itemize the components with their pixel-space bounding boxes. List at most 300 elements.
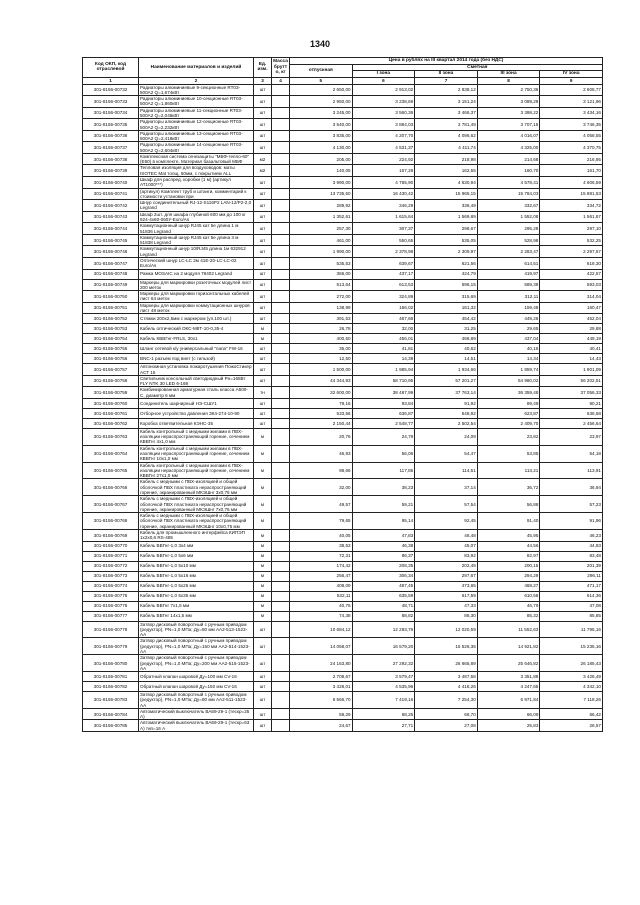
row-name: Кабель ВВГнг-1,0 3х4 мм (139, 541, 254, 551)
row-zone-3-price: 36,72 (477, 479, 540, 496)
table-row (83, 551, 603, 561)
row-unit: шт (254, 211, 272, 223)
row-mass (272, 119, 290, 131)
row-unit: м (254, 541, 272, 551)
row-zone-1-price: 27 292,32 (352, 655, 415, 672)
row-zone-2-price: 14,51 (415, 354, 478, 364)
row-zone-4-price: 46,23 (540, 529, 603, 541)
row-zone-2-price: 4 630,94 (415, 177, 478, 189)
table-row (83, 496, 603, 513)
row-zone-3-price: 2 283,47 (477, 246, 540, 258)
row-name: Кабель ВВГнг-1,0 5х16 мм (139, 571, 254, 581)
table-row (83, 334, 603, 344)
row-zone-1-price: 4 765,90 (352, 177, 415, 189)
row-code: 301-8156-00743 (83, 211, 139, 223)
row-name: Обратный клапан шаровой Ду=100 мм CV-16 (139, 672, 254, 682)
row-mass (272, 246, 290, 258)
table-row (83, 638, 603, 655)
row-supplier-price: 256,47 (290, 571, 353, 581)
row-zone-3-price: 4 325,00 (477, 142, 540, 154)
row-code: 301-8156-00737 (83, 142, 139, 154)
row-name: Кабель ВВГнг-1,0 5х6 мм (139, 551, 254, 561)
table-row (83, 344, 603, 354)
row-zone-2-price: 297,67 (415, 571, 478, 581)
row-zone-4-price: 201,39 (540, 561, 603, 571)
row-code: 301-8156-00773 (83, 571, 139, 581)
row-name: Автономная установка пожаротушения ПожоСтикер ACT 15 (140, 364, 252, 375)
row-supplier-price: 205,00 (290, 153, 353, 165)
row-supplier-price: 26,78 (290, 324, 353, 334)
row-zone-1-price: 16 430,42 (352, 188, 415, 200)
row-zone-4-price: 4 606,59 (540, 177, 603, 189)
row-unit: шт (254, 621, 272, 638)
row-name: Коммутационный шнур 10/RJ45 длина 1м 632912 Legrand (139, 246, 254, 258)
table-row (83, 177, 603, 189)
table-row (83, 246, 603, 258)
row-mass (272, 96, 290, 108)
row-code: 301-8156-00742 (83, 200, 139, 212)
row-unit: м (254, 551, 272, 561)
column-number: 8 (477, 77, 540, 84)
row-zone-2-price: 535,05 (415, 234, 478, 246)
row-code: 301-8156-00739 (83, 165, 139, 177)
row-supplier-price: 32,00 (290, 479, 353, 496)
table-row (83, 561, 603, 571)
row-code: 301-8156-00756 (83, 354, 139, 364)
row-unit: м (254, 561, 272, 571)
row-code: 301-8156-00745 (83, 234, 139, 246)
table-row (83, 119, 603, 131)
row-code: 301-8156-00735 (83, 119, 139, 131)
table-body (83, 84, 603, 732)
row-unit: шт (254, 708, 272, 720)
row-zone-2-price: 161,32 (415, 302, 478, 314)
row-name: BNC-1 разъем под винт (с гильзой) (139, 354, 254, 364)
table-row (83, 314, 603, 324)
row-zone-4-price: 26,57 (540, 720, 603, 732)
row-name: Затвор дисковый поворотный с ручным приводом (редуктор), PN=1,0 МПа; Ду=150 мм АА2-514-1523-АА (139, 638, 254, 655)
table-row (83, 581, 603, 591)
row-zone-1-price: 639,67 (352, 257, 415, 269)
row-zone-3-price: 3 089,29 (477, 96, 540, 108)
row-zone-1-price: 208,35 (352, 561, 415, 571)
row-code: 301-8156-00754 (83, 334, 139, 344)
table-row (83, 96, 603, 108)
table-row (83, 302, 603, 314)
row-name: Комбинированная арматурная сталь класса А500-С, диаметр 6 мм (139, 387, 254, 399)
row-mass (272, 479, 290, 496)
row-zone-3-price: 113,21 (477, 462, 540, 479)
row-mass (272, 513, 290, 530)
row-zone-1-price: 166,02 (352, 302, 415, 314)
table-row (83, 513, 603, 530)
row-name: Кабель КВВГнг-FRLS, 30x1 (139, 334, 254, 344)
row-zone-2-price: 454,42 (415, 314, 478, 324)
table-row (83, 375, 603, 387)
row-mass (272, 672, 290, 682)
row-zone-1-price: 613,53 (352, 279, 415, 291)
table-row (83, 611, 603, 621)
row-zone-4-price: 29,88 (540, 324, 603, 334)
row-unit: шт (254, 692, 272, 709)
row-zone-1-price: 32,00 (352, 324, 415, 334)
row-zone-4-price: 37 056,33 (540, 387, 603, 399)
row-mass (272, 223, 290, 235)
row-zone-3-price: 91,40 (477, 513, 540, 530)
row-unit: шт (254, 96, 272, 108)
table-row (83, 655, 603, 672)
row-zone-2-price: 1 934,66 (415, 364, 478, 376)
row-code: 301-8156-00751 (83, 302, 139, 314)
row-unit: шт (254, 257, 272, 269)
price-table (82, 57, 603, 732)
row-zone-2-price: 468,89 (415, 334, 478, 344)
row-zone-1-price: 306,34 (352, 571, 415, 581)
row-zone-3-price: 36 359,48 (477, 387, 540, 399)
row-zone-2-price: 3 781,49 (415, 119, 478, 131)
row-zone-3-price: 3 351,88 (477, 672, 540, 682)
header-unit: Ед. изм. (254, 58, 272, 78)
row-zone-2-price: 1 569,89 (415, 211, 478, 223)
row-zone-4-price: 2 456,64 (540, 418, 603, 428)
row-zone-3-price: 1 859,74 (477, 364, 540, 376)
row-zone-1-price: 1 615,64 (352, 211, 415, 223)
row-name: Кабель с медными с ПВХ-изоляцией и общей оболочкой ПВХ пластиката нераспространяющий горение, экранированный МКЭШнг 10х0,75 мм (139, 513, 254, 530)
column-number: 2 (139, 77, 254, 84)
column-number: 3 (254, 77, 272, 84)
header-name: Наименование материалов и изделий (139, 58, 254, 78)
row-code: 301-8156-00775 (83, 591, 139, 601)
row-unit: шт (254, 375, 272, 387)
row-zone-2-price: 2 838,12 (415, 84, 478, 96)
row-zone-4-price: 26 185,43 (540, 655, 603, 672)
row-zone-2-price: 40,62 (415, 344, 478, 354)
row-zone-4-price: 314,04 (540, 291, 603, 303)
row-supplier-price: 2 708,67 (290, 672, 353, 682)
row-supplier-price: 138,99 (290, 302, 353, 314)
row-code: 301-8156-00750 (83, 291, 139, 303)
row-supplier-price: 535,53 (290, 257, 353, 269)
row-zone-2-price: 92,45 (415, 513, 478, 530)
row-zone-1-price: 635,59 (352, 591, 415, 601)
row-mass (272, 177, 290, 189)
table-row (83, 708, 603, 720)
table-row (83, 279, 603, 291)
row-zone-4-price: 1 561,67 (540, 211, 603, 223)
row-zone-2-price: 31,25 (415, 324, 478, 334)
row-unit: м (254, 591, 272, 601)
column-number: 6 (352, 77, 415, 84)
row-unit: м2 (254, 153, 272, 165)
row-zone-4-price: 11 795,16 (540, 621, 603, 638)
row-code: 301-8156-00758 (83, 375, 139, 387)
row-name: Коробка ответвительная КЭНС-35 (139, 418, 254, 428)
row-code: 301-8156-00732 (83, 84, 139, 96)
row-supplier-price: 24,67 (290, 720, 353, 732)
row-supplier-price: 40,76 (290, 601, 353, 611)
row-mass (272, 188, 290, 200)
row-name: Кабель ВВГнг 7х1,5 мм (139, 601, 254, 611)
row-mass (272, 551, 290, 561)
row-name: Тепловая изоляция для воздуховодов: маты ISOTEC Mat толщ. 50мм, с покрытием ALL (139, 165, 254, 177)
row-unit: шт (254, 672, 272, 682)
row-supplier-price: 1 352,61 (290, 211, 353, 223)
table-row (83, 165, 603, 177)
row-zone-1-price: 3 238,69 (352, 96, 415, 108)
row-zone-2-price: 54,47 (415, 445, 478, 462)
row-zone-1-price: 4 531,37 (352, 142, 415, 154)
row-unit: шт (254, 107, 272, 119)
row-zone-4-price: 83,48 (540, 551, 603, 561)
row-code: 301-8156-00738 (83, 153, 139, 165)
row-name: Отборное устройство давления ЗК4-274-10-90 (139, 408, 254, 418)
row-supplier-price: 44 344,93 (290, 375, 353, 387)
row-zone-4-price: 113,91 (540, 462, 603, 479)
row-zone-2-price: 3 151,24 (415, 96, 478, 108)
row-name: Автоматический выключатель ВА69-29-1 (тескр=25 А) (139, 708, 254, 720)
row-name: Оптический шнур LC-LC 2м 41E-20-LC-LC-02 Euro/As (139, 257, 254, 269)
row-code: 301-8156-00782 (83, 682, 139, 692)
row-mass (272, 302, 290, 314)
row-zone-2-price: 57,54 (415, 496, 478, 513)
row-zone-3-price: 332,67 (477, 200, 540, 212)
row-unit: шт (254, 291, 272, 303)
row-zone-3-price: 160,70 (477, 165, 540, 177)
table-row (83, 601, 603, 611)
row-name: Радиаторы алюминиевые 10-секционные RT03-500A2 Q=1,860кВт (139, 96, 254, 108)
header-mass: Масса брутто, кг (272, 58, 290, 78)
row-zone-1-price: 27,71 (352, 720, 415, 732)
row-zone-2-price: 162,55 (415, 165, 478, 177)
row-supplier-price: 38,53 (290, 541, 353, 551)
row-zone-1-price: 224,92 (352, 153, 415, 165)
table-row (83, 621, 603, 638)
row-zone-2-price: 45,07 (415, 541, 478, 551)
row-zone-3-price: 200,15 (477, 561, 540, 571)
row-unit: м2 (254, 165, 272, 177)
row-zone-4-price: 471,17 (540, 581, 603, 591)
row-name: Стяжки 200х2,5мм с маркером (уп.100 шт.) (139, 314, 254, 324)
table-row (83, 291, 603, 303)
row-zone-3-price: 1 552,08 (477, 211, 540, 223)
row-code: 301-8156-00763 (83, 428, 139, 445)
row-zone-3-price: 54 980,02 (477, 375, 540, 387)
row-zone-4-price: 3 434,16 (540, 107, 603, 119)
row-zone-2-price: 617,59 (415, 591, 478, 601)
row-zone-1-price: 550,65 (352, 234, 415, 246)
row-name: Соединитель шарнирный НЭ-СШУ1 (139, 398, 254, 408)
row-name: Радиаторы алюминиевые 11-секционные RT03-500A2 Q=2,046кВт (139, 107, 254, 119)
row-zone-3-price: 29,65 (477, 324, 540, 334)
row-zone-3-price: 82,97 (477, 551, 540, 561)
row-zone-3-price: 14 921,82 (477, 638, 540, 655)
table-row (83, 462, 603, 479)
column-number: 7 (415, 77, 478, 84)
row-supplier-price: 2 650,00 (290, 84, 353, 96)
row-zone-1-price: 2 378,98 (352, 246, 415, 258)
table-row (83, 529, 603, 541)
row-name: Кабель с медными с ПВХ-изоляцией и общей оболочкой ПВХ пластиката нераспространяющий горение, экранированный МКЭШнг 3х0,75 мм (139, 479, 254, 496)
table-row (83, 418, 603, 428)
row-name: Маркеры для маркировки розеточных модулей лист 200 меток (139, 279, 254, 291)
row-code: 301-8156-00776 (83, 601, 139, 611)
row-supplier-price: 461,00 (290, 234, 353, 246)
row-zone-4-price: 56 202,51 (540, 375, 603, 387)
row-zone-3-price: 6 971,84 (477, 692, 540, 709)
table-row (83, 354, 603, 364)
row-zone-1-price: 16 579,20 (352, 638, 415, 655)
row-zone-2-price: 37 763,14 (415, 387, 478, 399)
table-row (83, 445, 603, 462)
row-zone-2-price: 336,49 (415, 200, 478, 212)
row-code: 301-8156-00785 (83, 720, 139, 732)
row-zone-2-price: 548,92 (415, 408, 478, 418)
row-zone-2-price: 37,14 (415, 479, 478, 496)
row-unit: шт (254, 84, 272, 96)
row-zone-1-price: 307,37 (352, 223, 415, 235)
table-row (83, 479, 603, 496)
row-code: 301-8156-00752 (83, 314, 139, 324)
row-code: 301-8156-00746 (83, 246, 139, 258)
row-zone-4-price: 3 746,35 (540, 119, 603, 131)
row-name: Радиаторы алюминиевые 12-секционные RT03-500A2 Q=2,232кВт (139, 119, 254, 131)
row-supplier-price: 35,00 (290, 344, 353, 354)
row-zone-4-price: 4 058,55 (540, 130, 603, 142)
row-unit: м (254, 445, 272, 462)
row-name: Шланг сетевой к/у универсальный "папа" FW-16 (139, 344, 254, 354)
row-mass (272, 153, 290, 165)
row-supplier-price: 4 130,00 (290, 142, 353, 154)
row-zone-3-price: 623,87 (477, 408, 540, 418)
row-zone-3-price: 589,39 (477, 279, 540, 291)
row-zone-1-price: 38,23 (352, 479, 415, 496)
row-mass (272, 324, 290, 334)
row-zone-2-price: 114,51 (415, 462, 478, 479)
row-unit: м (254, 479, 272, 496)
row-zone-1-price: 437,17 (352, 269, 415, 279)
row-supplier-price: 59,29 (290, 708, 353, 720)
row-unit: тн (254, 387, 272, 399)
row-zone-1-price: 2 548,77 (352, 418, 415, 428)
column-number: 4 (272, 77, 290, 84)
row-zone-3-price: 610,58 (477, 591, 540, 601)
row-supplier-price: 72,31 (290, 551, 353, 561)
row-zone-2-price: 3 487,58 (415, 672, 478, 682)
row-zone-4-price: 614,36 (540, 591, 603, 601)
row-code: 301-8156-00762 (83, 418, 139, 428)
row-zone-2-price: 473,65 (415, 581, 478, 591)
row-zone-1-price: 346,29 (352, 200, 415, 212)
row-name: Радиаторы алюминиевые 14-секционные RT03-500A2 Q=2,604кВт (139, 142, 254, 154)
row-name: Кабель с медными с ПВХ-изоляцией и общей оболочкой ПВХ пластиката нераспространяющий горение, экранированный МКЭШнг 7х0,75 мм (139, 496, 254, 513)
row-code: 301-8156-00740 (83, 177, 139, 189)
row-mass (272, 581, 290, 591)
table-row (83, 428, 603, 445)
row-name: Шкаф 2шт. для шкафа глубиной 600 мм до 100 кг 624-4х60-060У-Euro/As (139, 211, 254, 223)
row-zone-2-price: 4 411,74 (415, 142, 478, 154)
row-mass (272, 211, 290, 223)
row-supplier-price: 140,05 (290, 165, 353, 177)
row-supplier-price: 74,38 (290, 611, 353, 621)
row-name: Шкаф для распред. коробки (1 м) (артикул AT1000***) (139, 177, 254, 189)
row-zone-3-price: 4 247,65 (477, 682, 540, 692)
row-name: Кабель оптический ОКС-М8Т-10-0,35-4 (139, 324, 254, 334)
row-unit: шт (254, 638, 272, 655)
row-mass (272, 529, 290, 541)
row-zone-4-price: 14,43 (540, 354, 603, 364)
row-supplier-price: 98,66 (290, 462, 353, 479)
row-zone-3-price: 4 578,41 (477, 177, 540, 189)
row-code: 301-8156-00760 (83, 398, 139, 408)
row-zone-1-price: 3 884,03 (352, 119, 415, 131)
row-zone-2-price: 15 965,15 (415, 188, 478, 200)
row-zone-3-price: 2 750,36 (477, 84, 540, 96)
row-code: 301-8156-00779 (83, 638, 139, 655)
table-row (83, 153, 603, 165)
row-code: 301-8156-00749 (83, 279, 139, 291)
row-code: 301-8156-00770 (83, 541, 139, 551)
row-zone-3-price: 4 016,07 (477, 130, 540, 142)
row-mass (272, 165, 290, 177)
table-row (83, 398, 603, 408)
row-zone-3-price: 56,88 (477, 496, 540, 513)
row-zone-1-price: 4 535,96 (352, 682, 415, 692)
row-zone-1-price: 4 207,70 (352, 130, 415, 142)
row-zone-2-price: 66,70 (415, 708, 478, 720)
row-supplier-price: 2 950,00 (290, 96, 353, 108)
table-row (83, 692, 603, 709)
row-unit: м (254, 581, 272, 591)
table-row (83, 541, 603, 551)
row-zone-1-price: 1 985,94 (352, 364, 415, 376)
row-zone-3-price: 159,49 (477, 302, 540, 314)
row-zone-2-price: 3 466,37 (415, 107, 478, 119)
row-zone-3-price: 25 646,82 (477, 655, 540, 672)
row-zone-2-price: 27,08 (415, 720, 478, 732)
row-unit: шт (254, 142, 272, 154)
row-zone-2-price: 47,33 (415, 601, 478, 611)
row-unit: шт (254, 119, 272, 131)
row-zone-1-price: 59,21 (352, 496, 415, 513)
row-supplier-price: 6 566,70 (290, 692, 353, 709)
row-zone-4-price: 636,58 (540, 408, 603, 418)
row-code: 301-8156-00783 (83, 692, 139, 709)
row-name: Кабель контрольный с медными жилами в ПВХ-изоляции нераспространяющий горение, сечением КВВГнг 27х1,0 мм (139, 462, 254, 479)
column-number: 9 (540, 77, 603, 84)
row-mass (272, 418, 290, 428)
row-name: Кабель контрольный с медными жилами в ПВХ-изоляции нераспространяющий горение, сечением КВВГнг 10х1,0 мм (139, 445, 254, 462)
row-supplier-price: 513,64 (290, 279, 353, 291)
column-number: 1 (83, 77, 139, 84)
row-name: Коммутационный шнур RJ45 кат 5е длина 3 м 51838 Legrand (139, 234, 254, 246)
row-supplier-price: 533,56 (290, 408, 353, 418)
row-zone-2-price: 7 254,30 (415, 692, 478, 709)
page-number: 1340 (309, 39, 331, 49)
row-zone-3-price: 614,51 (477, 257, 540, 269)
row-supplier-price: 12,50 (290, 354, 353, 364)
row-name: Кабель для промышленного интерфейса КИПЭП 1х2х0,6 RS-485 (139, 529, 254, 541)
table-row (83, 672, 603, 682)
row-unit: шт (254, 269, 272, 279)
row-zone-1-price: 487,45 (352, 581, 415, 591)
row-zone-1-price: 48,71 (352, 601, 415, 611)
row-mass (272, 387, 290, 399)
row-name: Радиаторы алюминиевые 9-секционные RT03-500A2 Q=1,674кВт (139, 84, 254, 96)
row-code: 301-8156-00761 (83, 408, 139, 418)
row-code: 301-8156-00778 (83, 621, 139, 638)
row-mass (272, 708, 290, 720)
row-mass (272, 334, 290, 344)
